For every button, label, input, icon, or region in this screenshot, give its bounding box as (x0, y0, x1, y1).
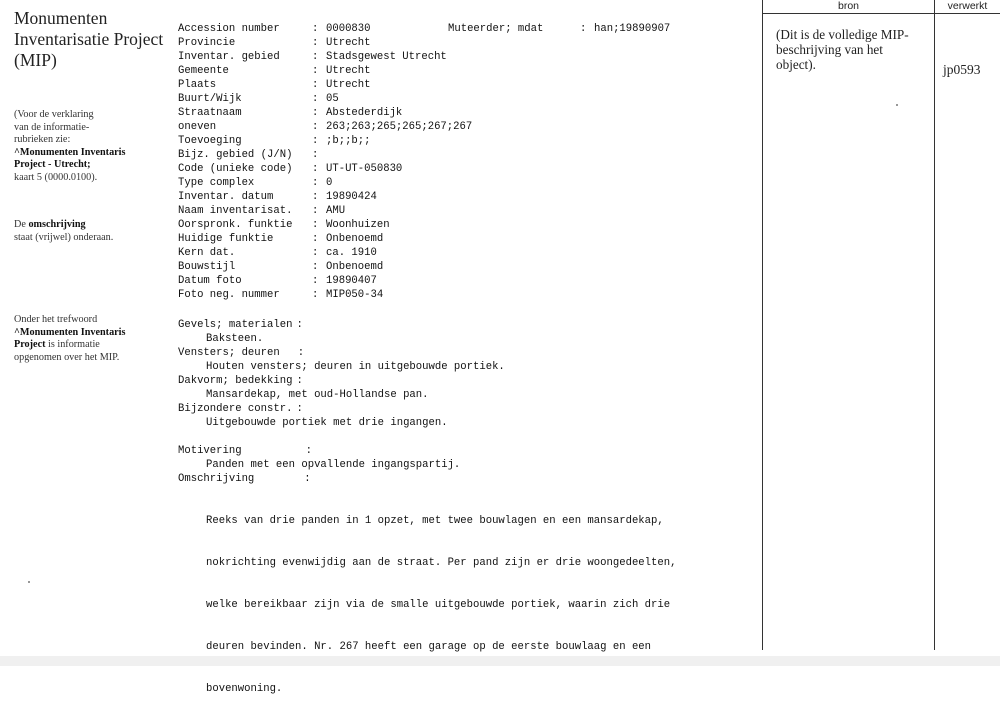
field-row (178, 92, 472, 106)
omschrijving-line: deuren bevinden. Nr. 267 heeft een garage op de eerste bouwlaag en een (206, 641, 652, 653)
info-note-line: van de informatie- (14, 121, 90, 133)
field-label: Accession number (178, 23, 280, 35)
field-row (178, 36, 472, 50)
field-colon: : (312, 107, 319, 119)
omschrijving-line: welke bereikbaar zijn via de smalle uitgebouwde portiek, waarin zich drie (206, 599, 671, 611)
field-colon: : (580, 23, 587, 35)
section-heading-label: Vensters; deuren (178, 347, 280, 359)
scan-edge (0, 656, 1000, 666)
description-note-prefix: De (14, 219, 29, 230)
motivering-label: Motivering (178, 445, 242, 457)
field-colon: : (312, 37, 319, 49)
field-label: Type complex (178, 177, 255, 189)
muteerder-field (448, 22, 670, 36)
info-note (14, 109, 164, 185)
keyword-note (14, 314, 164, 364)
field-row (178, 260, 472, 274)
field-label: Straatnaam (178, 107, 242, 119)
field-colon: : (312, 135, 319, 147)
section-heading-label: Dakvorm; bedekking (178, 375, 293, 387)
table-column-divider (934, 0, 935, 650)
field-label: Kern dat. (178, 247, 236, 259)
keyword-note-line: ^Monumenten Inventaris (14, 326, 126, 338)
document-title: Monumenten Inventarisatie Project (MIP) (14, 8, 164, 70)
field-colon: : (312, 205, 319, 217)
motivering-text: Panden met een opvallende ingangspartij. (206, 459, 461, 471)
section-heading (178, 402, 778, 416)
field-row (178, 162, 472, 176)
omschrijving-text (178, 486, 778, 724)
keyword-note-rest: is informatie (45, 339, 100, 351)
field-label: Gemeente (178, 65, 229, 77)
field-colon: : (312, 275, 319, 287)
field-value: Onbenoemd (326, 261, 384, 273)
field-value: UT-UT-050830 (326, 163, 403, 175)
field-list (178, 22, 472, 302)
description-note-line (14, 219, 164, 232)
field-value: Onbenoemd (326, 233, 384, 245)
scan-speck (28, 581, 30, 583)
field-value: ca. 1910 (326, 247, 377, 259)
field-colon: : (312, 51, 319, 63)
field-colon: : (312, 261, 319, 273)
field-value: Utrecht (326, 37, 371, 49)
field-row (178, 120, 472, 134)
field-value: Utrecht (326, 65, 371, 77)
field-label: Foto neg. nummer (178, 289, 280, 301)
section-colon: : (296, 319, 303, 331)
field-row (178, 64, 472, 78)
field-row (178, 22, 472, 36)
field-label: Datum foto (178, 275, 242, 287)
field-label: Buurt/Wijk (178, 93, 242, 105)
processed-code: jp0593 (943, 62, 981, 77)
description-note-line: staat (vrijwel) onderaan. (14, 231, 114, 243)
field-label: Plaats (178, 79, 217, 91)
field-row (178, 148, 472, 162)
field-row (178, 78, 472, 92)
field-row (178, 246, 472, 260)
field-value: 263;263;265;265;267;267 (326, 121, 473, 133)
field-label: Inventar. datum (178, 191, 274, 203)
field-row (178, 134, 472, 148)
motivering-heading (178, 444, 778, 458)
field-value: 19890407 (326, 275, 377, 287)
field-row (178, 190, 472, 204)
field-value: 19890424 (326, 191, 377, 203)
field-row (178, 50, 472, 64)
field-row (178, 176, 472, 190)
omschrijving-line: Reeks van drie panden in 1 opzet, met twee bouwlagen en een mansardekap, (206, 515, 664, 527)
table-header-bron: bron (837, 0, 859, 12)
field-label: Naam inventarisat. (178, 205, 293, 217)
field-label: Inventar. gebied (178, 51, 280, 63)
field-value: 0 (326, 177, 333, 189)
field-row (178, 218, 472, 232)
section-spacer (178, 430, 778, 444)
description-note-keyword: omschrijving (28, 219, 86, 230)
section-heading (178, 318, 778, 332)
field-value: MIP050-34 (326, 289, 384, 301)
field-colon: : (312, 247, 319, 259)
section-colon: : (296, 403, 303, 415)
field-label: Bouwstijl (178, 261, 236, 273)
keyword-note-line: Onder het trefwoord (14, 314, 98, 325)
field-value: 05 (326, 93, 339, 105)
field-row (178, 204, 472, 218)
section-text: Houten vensters; deuren in uitgebouwde portiek. (206, 361, 505, 373)
section-heading-label: Gevels; materialen (178, 319, 293, 331)
scan-speck (896, 104, 898, 106)
field-label: Oorspronk. funktie (178, 219, 293, 231)
field-colon: : (312, 219, 319, 231)
field-colon: : (312, 121, 319, 133)
omschrijving-line: bovenwoning. (206, 683, 283, 695)
muteerder-value: han;19890907 (594, 23, 671, 35)
section-colon: : (305, 445, 312, 457)
info-note-line: kaart 5 (0000.0100). (14, 171, 98, 183)
field-value: Woonhuizen (326, 219, 390, 231)
field-colon: : (312, 93, 319, 105)
info-note-line: ^Monumenten Inventaris (14, 146, 126, 158)
section-text: Mansardekap, met oud-Hollandse pan. (206, 389, 429, 401)
table-border-left (762, 0, 763, 650)
field-colon: : (312, 191, 319, 203)
field-label: Toevoeging (178, 135, 242, 147)
muteerder-label: Muteerder; mdat (448, 23, 544, 35)
field-label: Provincie (178, 37, 236, 49)
info-note-line: rubrieken zie: (14, 134, 71, 146)
source-note: (Dit is de volledige MIP-beschrijving van het object). (776, 27, 909, 72)
field-label: Code (unieke code) (178, 163, 293, 175)
field-row (178, 232, 472, 246)
description-note (14, 219, 164, 244)
field-row (178, 274, 472, 288)
info-note-line: (Voor de verklaring (14, 109, 94, 120)
field-value: Stadsgewest Utrecht (326, 51, 447, 63)
omschrijving-label: Omschrijving (178, 473, 255, 485)
section-heading-label: Bijzondere constr. (178, 403, 293, 415)
section-colon: : (296, 375, 303, 387)
field-value: 0000830 (326, 23, 371, 35)
keyword-note-line: opgenomen over het MIP. (14, 351, 120, 363)
section-text: Uitgebouwde portiek met drie ingangen. (206, 417, 448, 429)
field-colon: : (312, 149, 319, 161)
field-value: AMU (326, 205, 346, 217)
field-colon: : (312, 163, 319, 175)
field-colon: : (312, 177, 319, 189)
section-heading (178, 374, 778, 388)
field-colon: : (312, 289, 319, 301)
omschrijving-heading (178, 472, 778, 486)
section-colon: : (304, 473, 311, 485)
field-colon: : (312, 23, 319, 35)
omschrijving-line: nokrichting evenwijdig aan de straat. Per pand zijn er drie woongedeelten, (206, 557, 677, 569)
section-heading (178, 346, 778, 360)
source-table (762, 0, 1000, 650)
field-label: Bijz. gebied (J/N) (178, 149, 293, 161)
section-colon: : (297, 347, 305, 359)
field-label: oneven (178, 121, 217, 133)
field-row (178, 106, 472, 120)
section-text: Baksteen. (206, 333, 264, 345)
field-value: Utrecht (326, 79, 371, 91)
field-row (178, 288, 472, 302)
field-colon: : (312, 65, 319, 77)
keyword-note-bold: Project (14, 339, 46, 351)
field-colon: : (312, 79, 319, 91)
table-header-verwerkt: verwerkt (947, 0, 988, 12)
field-colon: : (312, 233, 319, 245)
field-label: Huidige funktie (178, 233, 274, 245)
field-value: ;b;;b;; (326, 135, 371, 147)
field-value: Abstederdijk (326, 107, 403, 119)
info-note-line: Project - Utrecht; (14, 159, 91, 171)
keyword-note-line (14, 339, 164, 352)
